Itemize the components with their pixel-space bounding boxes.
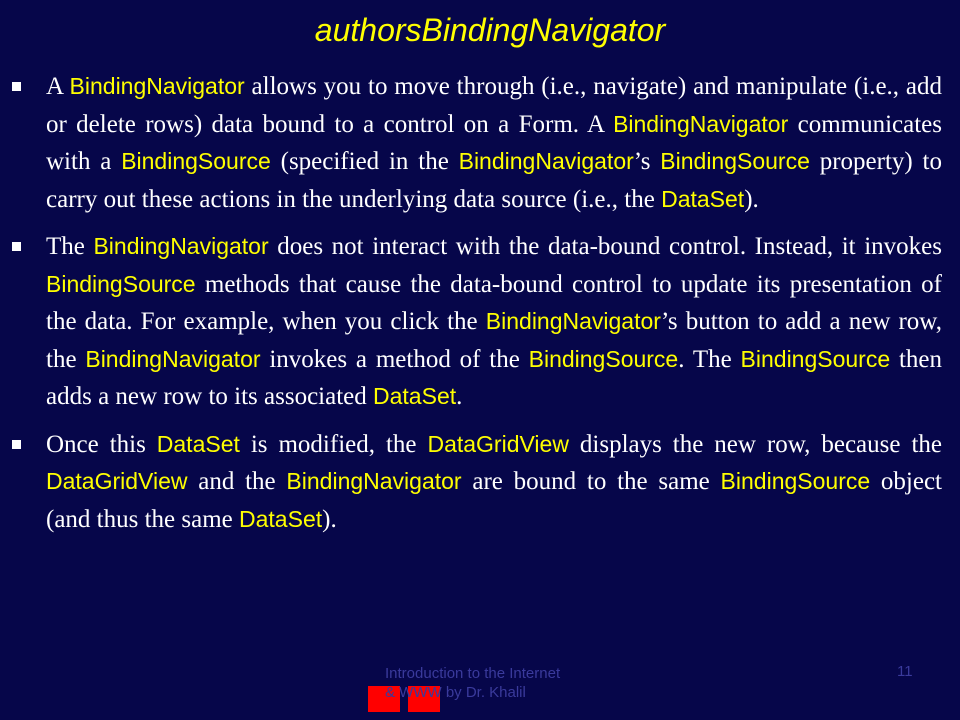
body-text: object (and thus the same — [46, 468, 943, 533]
footer-line-2: & WWW by Dr. Khalil — [385, 684, 526, 701]
body-text: does not interact with the data-bound control. Instead, it invokes — [268, 233, 942, 260]
body-text: property) to carry out these actions in the underlying data source (i.e., the — [46, 148, 942, 213]
bullet-square-icon — [12, 82, 21, 91]
body-text: is modified, the — [239, 430, 428, 458]
keyword-text: BindingNavigator — [69, 73, 245, 99]
footer-line-1: Introduction to the Internet — [385, 665, 561, 682]
keyword-text: BindingNavigator — [85, 345, 261, 372]
body-text: ’s — [633, 148, 661, 175]
body-text: displays the new row, because the — [568, 430, 942, 458]
body-text: then adds a new row to its associated — [46, 345, 942, 410]
body-text: invokes a method of the — [260, 345, 529, 373]
keyword-text: DataSet — [373, 383, 457, 409]
body-text: and the — [187, 468, 287, 495]
footer-text — [385, 664, 685, 702]
body-text: methods that cause the data-bound control to update its presentation of the data. For example, when you click the — [46, 270, 942, 335]
page-number: 11 — [897, 663, 913, 680]
bullet-item — [12, 426, 942, 539]
body-text: Once this — [46, 430, 157, 458]
keyword-text: BindingSource — [528, 345, 679, 372]
keyword-text: DataSet — [156, 430, 240, 457]
bullet-square-icon — [12, 440, 21, 449]
bullet-item — [12, 68, 942, 218]
keyword-text: BindingSource — [121, 148, 271, 174]
keyword-text: BindingSource — [740, 345, 891, 372]
body-text: The — [46, 233, 94, 260]
keyword-text: BindingNavigator — [286, 468, 462, 494]
body-text: ). — [744, 185, 759, 213]
keyword-text: BindingSource — [720, 468, 871, 494]
body-text: ). — [322, 505, 337, 533]
keyword-text: BindingNavigator — [485, 308, 661, 334]
keyword-text: DataSet — [661, 185, 745, 212]
keyword-text: DataGridView — [46, 468, 188, 494]
bullet-square-icon — [12, 242, 21, 251]
keyword-text: BindingNavigator — [613, 110, 789, 137]
body-text: . The — [678, 345, 741, 373]
keyword-text: BindingSource — [46, 270, 196, 297]
body-text: communicates with a — [46, 110, 942, 175]
bullet-item — [12, 228, 942, 416]
body-text: allows you to move through (i.e., navigate) and manipulate (i.e., add or delete rows) data bound to a control on a Form. A — [46, 73, 942, 138]
keyword-text: BindingSource — [660, 148, 810, 174]
body-text: . — [456, 383, 463, 410]
body-text: are bound to the same — [461, 468, 721, 495]
keyword-text: BindingNavigator — [93, 233, 269, 259]
keyword-text: DataGridView — [427, 430, 569, 457]
body-text: ’s button to add a new row, the — [46, 308, 942, 373]
body-text: (specified in the — [270, 148, 459, 175]
slide-title: authorsBindingNavigator — [314, 12, 666, 48]
bullet-list — [12, 68, 942, 548]
keyword-text: DataSet — [239, 505, 323, 532]
keyword-text: BindingNavigator — [458, 148, 634, 174]
body-text: A — [46, 73, 70, 100]
